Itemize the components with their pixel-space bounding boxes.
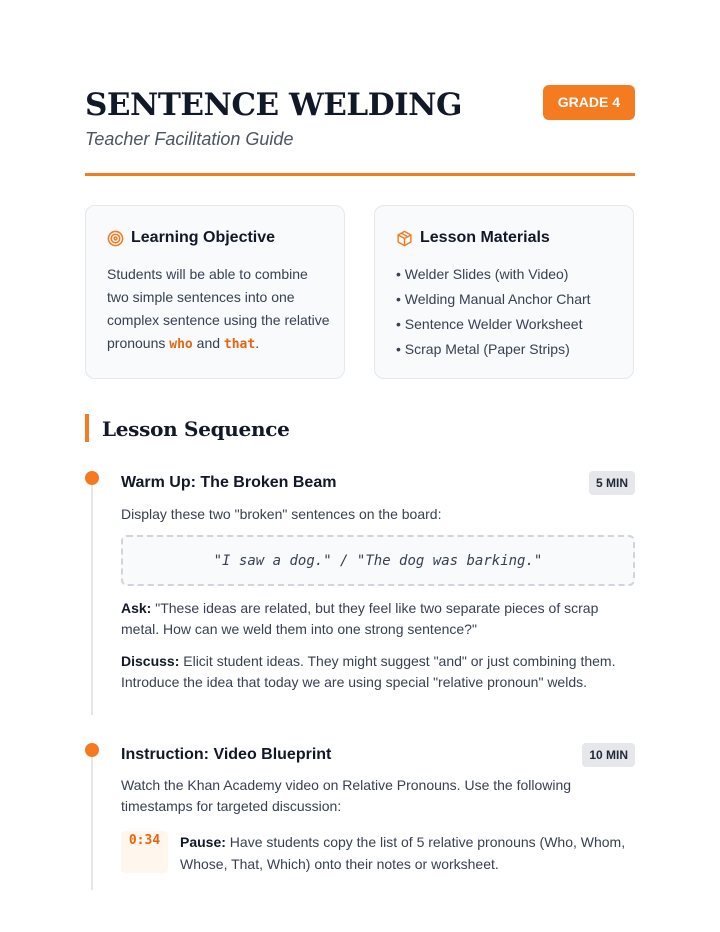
timestamp-badge: 0:34 xyxy=(121,831,168,873)
discuss-label: Discuss: xyxy=(121,653,180,669)
learning-objective-title: Learning Objective xyxy=(131,229,276,246)
material-item: • Welder Slides (with Video) xyxy=(396,266,569,282)
timeline-line xyxy=(91,478,93,715)
step-title-warm-up: Warm Up: The Broken Beam xyxy=(121,474,337,491)
lesson-materials-card xyxy=(374,205,634,379)
discuss-paragraph xyxy=(121,651,635,693)
instruction-intro: Watch the Khan Academy video on Relative Pronouns. Use the following timestamps for targeted discussion: xyxy=(121,777,572,814)
page-subtitle: Teacher Facilitation Guide xyxy=(85,129,294,149)
timestamp-note xyxy=(180,831,630,875)
timeline-line xyxy=(91,750,93,890)
learning-objective-card xyxy=(85,205,345,379)
material-item: • Scrap Metal (Paper Strips) xyxy=(396,341,570,357)
pause-label: Pause: xyxy=(180,834,226,850)
pronoun-who: who xyxy=(169,337,193,352)
objective-conjunction: and xyxy=(192,335,224,351)
discuss-text: Elicit student ideas. They might suggest "and" or just combining them. Introduce the idea that today we are using special "relative pronoun" welds. xyxy=(121,653,616,690)
section-accent-bar xyxy=(85,414,89,442)
ask-text: "These ideas are related, but they feel like two separate pieces of scrap metal. How can we weld them into one strong sentence?" xyxy=(121,600,599,637)
timeline-dot xyxy=(85,743,99,757)
page-title: SENTENCE WELDING xyxy=(85,87,462,123)
step-title-instruction: Instruction: Video Blueprint xyxy=(121,746,332,763)
material-item: • Sentence Welder Worksheet xyxy=(396,316,583,332)
pronoun-that: that xyxy=(223,337,256,352)
header xyxy=(85,82,635,176)
timeline-dot xyxy=(85,471,99,485)
target-icon xyxy=(107,230,124,247)
learning-objective-text xyxy=(107,263,332,356)
duration-badge: 5 MIN xyxy=(589,471,635,495)
broken-sentences-quote: "I saw a dog." / "The dog was barking." xyxy=(213,552,543,569)
warm-up-intro: Display these two "broken" sentences on the board: xyxy=(121,506,442,522)
ask-paragraph xyxy=(121,598,635,640)
materials-list xyxy=(396,262,591,362)
ask-label: Ask: xyxy=(121,600,152,616)
objective-text-end: . xyxy=(255,335,260,351)
grade-badge: GRADE 4 xyxy=(543,85,635,120)
lesson-materials-header xyxy=(396,229,550,247)
header-divider xyxy=(85,173,635,176)
learning-objective-header xyxy=(107,229,275,247)
box-icon xyxy=(396,230,413,247)
duration-badge: 10 MIN xyxy=(582,743,635,767)
pause-text: Have students copy the list of 5 relative pronouns (Who, Whom, Whose, That, Which) onto their notes or worksheet. xyxy=(180,834,626,872)
broken-sentences-box xyxy=(121,535,635,586)
material-item: • Welding Manual Anchor Chart xyxy=(396,291,591,307)
lesson-materials-title: Lesson Materials xyxy=(420,229,550,246)
objective-text-start: Students will be able to combine two simple sentences into one complex sentence using the relative pronouns xyxy=(107,266,330,351)
lesson-sequence-heading: Lesson Sequence xyxy=(102,417,290,441)
